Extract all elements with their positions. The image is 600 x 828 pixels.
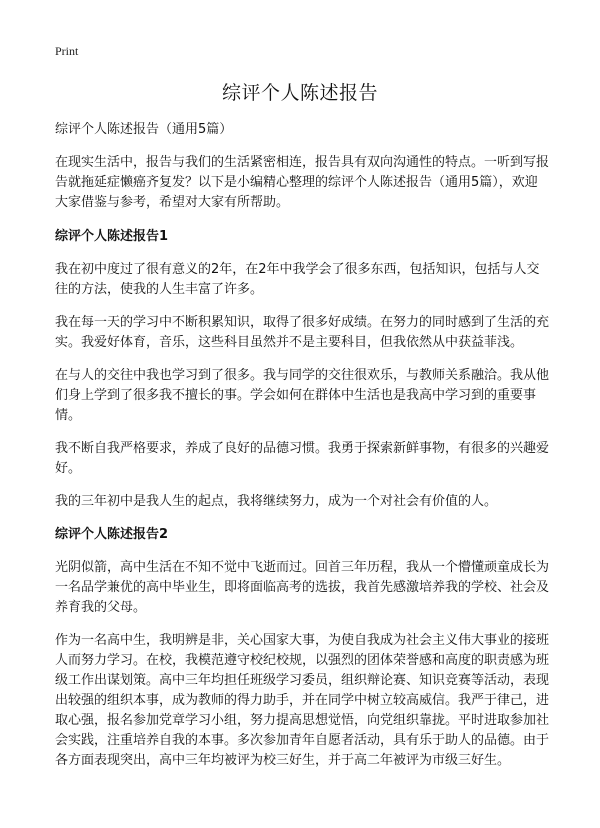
section-heading-2: 综评个人陈述报告2 [55,527,169,542]
section1-paragraph: 我在初中度过了很有意义的2年，在2年中我学会了很多东西，包括知识，包括与人交往的方法，使我的人生丰富了许多。 [55,262,540,297]
page-title: 综评个人陈述报告 [221,82,378,104]
section1-paragraph: 我的三年初中是我人生的起点，我将继续努力，成为一个对社会有价值的人。 [55,494,498,509]
article-subtitle: 综评个人陈述报告（通用5篇） [55,122,233,137]
section1-paragraph: 我不断自我严格要求，养成了良好的品德习惯。我勇于探索新鲜事物，有很多的兴趣爱好。 [55,441,550,476]
article-body [55,120,550,784]
intro-paragraph: 在现实生活中，报告与我们的生活紧密相连，报告具有双向沟通性的特点。一听到写报告就拖延症懒癌齐复发？以下是小编精心整理的综评个人陈述报告（通用5篇），欢迎大家借鉴与参考，希望对大家有所帮助。 [55,155,550,210]
section2-paragraph: 作为一名高中生，我明辨是非，关心国家大事，为使自我成为社会主义伟大事业的接班人而努力学习。在校，我模范遵守校纪校规，以强烈的团体荣誉感和高度的职责感为班级工作出谋划策。高中三年均担任班级学习委员，组织辩论赛、知识竞赛等活动，表现出较强的组织本事，成为教师的得力助手，并在同学中树立较高威信。我严于律己，进取心强，报名参加党章学习小组，努力提高思想觉悟，向党组织靠拢。平时进取参加社会实践，注重培养自我的本事。多次参加青年自愿者活动，具有乐于助人的品德。由于各方面表现突出，高中三年均被评为校三好生，并于高二年被评为市级三好生。 [55,633,550,768]
section1-paragraph: 在与人的交往中我也学习到了很多。我与同学的交往很欢乐，与教师关系融洽。我从他们身上学到了很多我不擅长的事。学会如何在群体中生活也是我高中学习到的重要事情。 [55,368,550,423]
section1-paragraph: 我在每一天的学习中不断积累知识，取得了很多好成绩。在努力的同时感到了生活的充实。我爱好体育，音乐，这些科目虽然并不是主要科目，但我依然从中获益菲浅。 [55,315,550,350]
section2-paragraph: 光阴似箭，高中生活在不知不觉中飞逝而过。回首三年历程，我从一个懵懂顽童成长为一名品学兼优的高中毕业生，即将面临高考的选拔，我首先感激培养我的学校、社会及养育我的父母。 [55,560,550,615]
section-heading-1: 综评个人陈述报告1 [55,229,169,244]
print-link[interactable]: Print [55,44,79,58]
